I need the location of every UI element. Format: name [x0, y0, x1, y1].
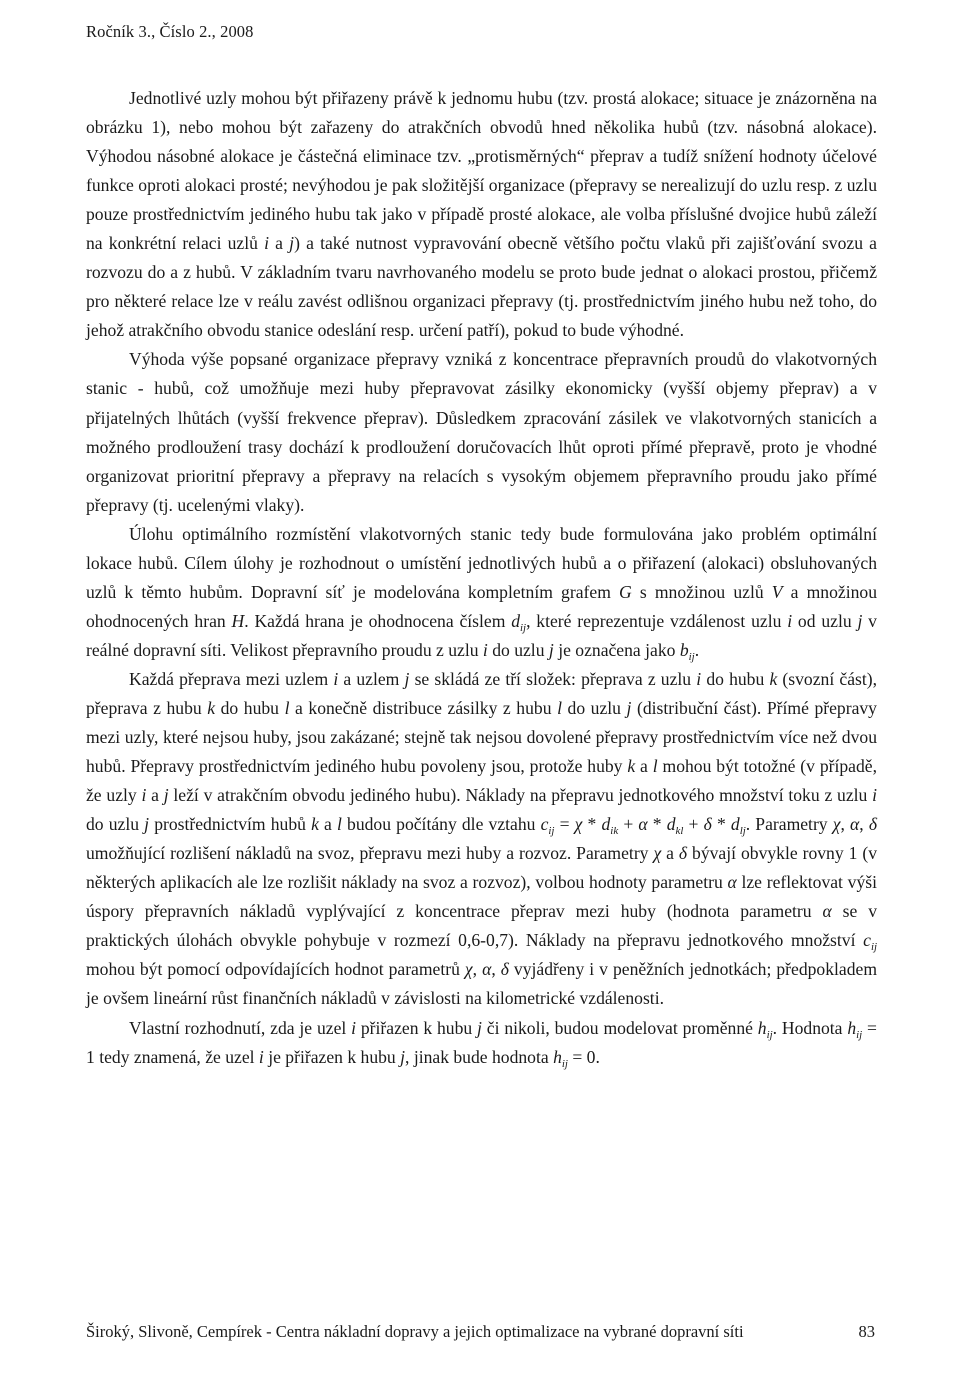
- running-head: Ročník 3., Číslo 2., 2008: [86, 22, 254, 41]
- paragraph-transport-cost: Každá přeprava mezi uzlem i a uzlem j se skládá ze tří složek: přeprava z uzlu i do hubu k (svozní část), přeprava z hubu k do hubu l a konečně distribuce zásilky z hubu l do uzlu j (distribuční část). Přímé přepravy mezi uzly, které nejsou huby, jsou zakázané; stejně tak nejsou dovolené přepravy prostřednictvím více než dvou hubů. Přepravy prostřednictvím jediného hubu povoleny jsou, protože huby k a l mohou být totožné (v případě, že uzly i a j leží v atrakčním obvodu jediného hubu). Náklady na přepravu jednotkového množství toku z uzlu i do uzlu j prostřednictvím hubů k a l budou počítány dle vztahu $c_{ij} = \chi * d_{ik} + \alpha * d_{kl} + \delta * d_{lj}$. Parametry χ, α, δ umožňující rozlišení nákladů na svoz, přepravu mezi huby a rozvoz. Parametry χ a δ bývají obvykle rovny 1 (v některých aplikacích ale lze rozlišit náklady na svoz a rozvoz), volbou hodnoty parametru α lze reflektovat výši úspory přepravních nákladů vyplývající z koncentrace přeprav mezi huby (hodnota parametru α se v praktických úlohách obvykle pohybuje v rozmezí 0,6-0,7). Náklady na přepravu jednotkového množství $c_{ij}$ mohou být pomocí odpovídajících hodnot parametrů χ, α, δ vyjádřeny i v peněžních jednotkách; předpokladem je ovšem lineární růst finančních nákladů v závislosti na kilometrické vzdálenosti.: [86, 668, 878, 1009]
- footer-authors-title: Široký, Slivoně, Cempírek - Centra nákladní dopravy a jejich optimalizace na vybrané dopravní síti: [86, 1322, 744, 1341]
- page-footer: [86, 1319, 877, 1345]
- paragraph-advantage: Výhoda výše popsané organizace přepravy vzniká z koncentrace přepravních proudů do vlakotvorných stanic - hubů, což umožňuje mezi huby přepravovat zásilky ekonomicky (vyšší objemy přeprav) a v přijatelných lhůtách (vyšší frekvence přeprav). Důsledkem zpracování zásilek ve vlakotvorných stanicích a možného prodloužení trasy dochází k prodloužení doručovacích lhůt oproti přímé přepravě, proto je vhodné organizovat prioritní přepravy a přepravy na relacích s vysokým objemem přepravního proudu jako přímé přepravy (tj. ucelenými vlaky).: [86, 349, 877, 515]
- page-number: 83: [858, 1322, 875, 1341]
- document-body: [86, 84, 877, 1072]
- paragraph-decision-variables: Vlastní rozhodnutí, zda je uzel i přiřazen k hubu j či nikoli, budou modelovat proměnné $h_{ij}$. Hodnota $h_{ij} = 1$ tedy znamená, že uzel i je přiřazen k hubu j, jinak bude hodnota $h_{ij} = 0$.: [86, 1017, 877, 1070]
- paragraph-hub-location: Úlohu optimálního rozmístění vlakotvorných stanic tedy bude formulována jako problém optimální lokace hubů. Cílem úlohy je rozhodnout o umístění jednotlivých hubů a o přiřazení (alokaci) obsluhovaných uzlů k těmto hubům. Dopravní síť je modelována kompletním grafem G s množinou uzlů V a množinou ohodnocených hran H. Každá hrana je ohodnocena číslem $d_{ij}$, které reprezentuje vzdálenost uzlu i od uzlu j v reálné dopravní síti. Velikost přepravního proudu z uzlu i do uzlu j je označena jako $b_{ij}$.: [86, 523, 877, 663]
- paragraph-allocation: Jednotlivé uzly mohou být přiřazeny právě k jednomu hubu (tzv. prostá alokace; situace je znázorněna na obrázku 1), nebo mohou být zařazeny do atrakčních obvodů hned několika hubů (tzv. násobná alokace). Výhodou násobné alokace je částečná eliminace tzv. „protisměrných“ přeprav a tudíž snížení hodnoty účelové funkce oproti alokaci prosté; nevýhodou je pak složitější organizace (přepravy se nerealizují do uzlu resp. z uzlu pouze prostřednictvím jediného hubu tak jako v případě prosté alokace, ale volba příslušné dvojice hubů záleží na konkrétní relaci uzlů i a j) a také nutnost vypravování obecně většího počtu vlaků při zajišťování svozu a rozvozu do a z hubů. V základním tvaru navrhovaného modelu se proto bude jednat o alokaci prostou, přičemž pro některé relace lze v reálu zavést odlišnou organizaci přepravy (tj. prostřednictvím jiného hubu než toho, do jehož atrakčního obvodu stanice odeslání resp. určení patří), pokud to bude výhodné.: [86, 88, 877, 341]
